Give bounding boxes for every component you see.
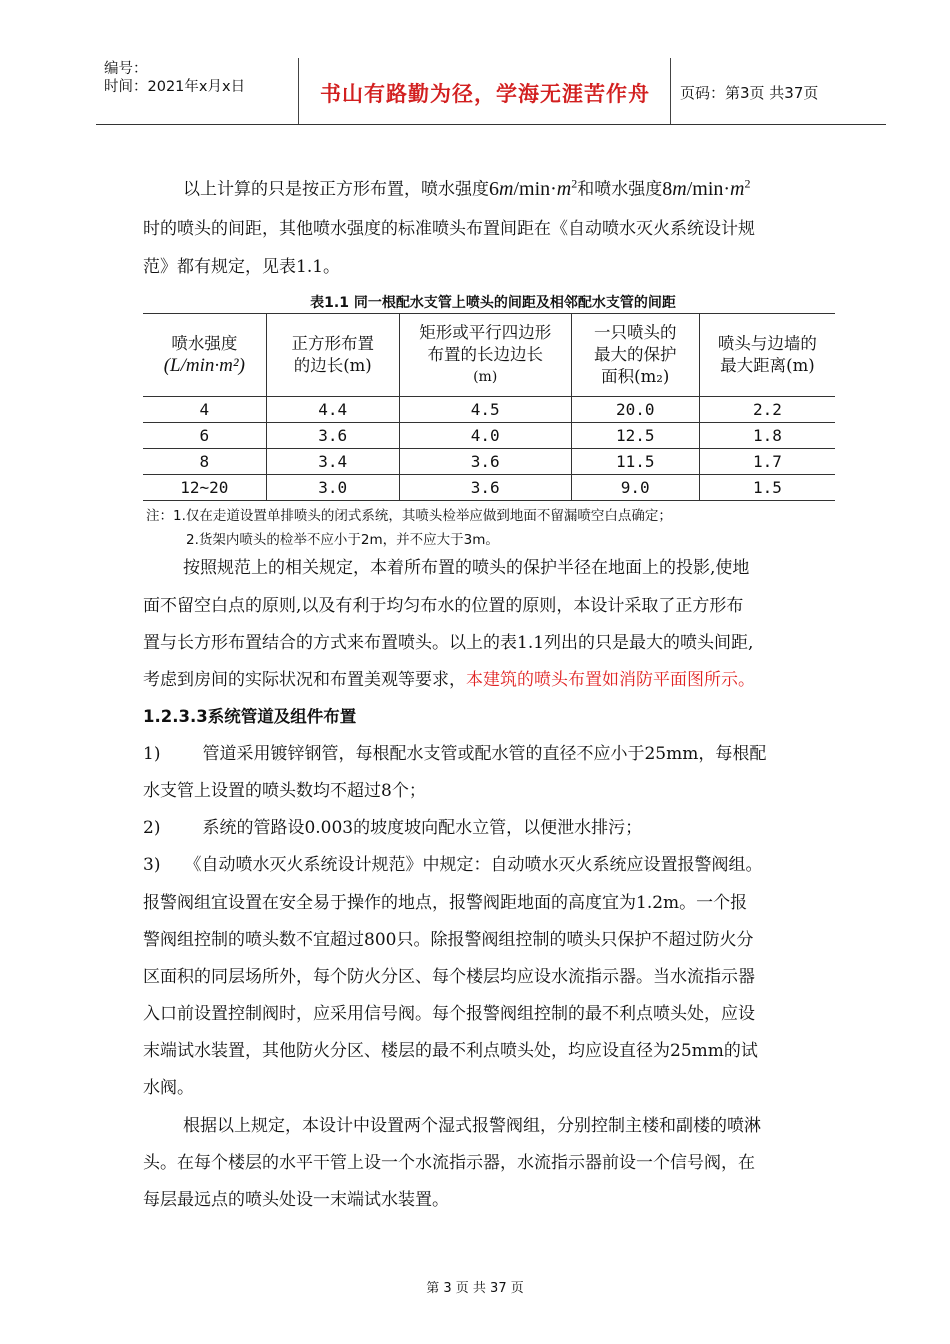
para3-line-2: 头。在每个楼层的水平干管上设一个水流指示器，水流指示器前设一个信号阀，在 xyxy=(143,1153,755,1173)
header-rect-long-side xyxy=(399,314,571,397)
item-3-line-3: 警阀组控制的喷头数不宜超过800只。除报警阀组控制的喷头只保护不超过防火分 xyxy=(143,930,754,950)
table-note-1: 注：1.仅在走道设置单排喷头的闭式系统，其喷头检举应做到地面不留漏喷空白点确定； xyxy=(146,508,672,524)
table-cell: 4 xyxy=(143,397,266,423)
header-motto: 书山有路勤为径，学海无涯苦作舟 xyxy=(320,82,650,106)
item-2-line-1 xyxy=(143,818,843,838)
para2-line-1: 按照规范上的相关规定，本着所布置的喷头的保护半径在地面上的投影,使地 xyxy=(183,558,750,578)
header-text: 最大的保护 xyxy=(593,345,677,364)
header-wall-distance xyxy=(699,314,835,397)
table-cell: 3.6 xyxy=(266,423,399,449)
page-footer: 第 3 页 共 37 页 xyxy=(426,1281,524,1296)
table-cell: 1.5 xyxy=(699,475,835,501)
intro-line-2: 时的喷头的间距，其他喷水强度的标准喷头布置间距在《自动喷水灭火系统设计规 xyxy=(143,219,755,239)
item-1-line-2: 水支管上设置的喷头数均不超过8个； xyxy=(143,781,426,801)
header-text: 正方形布置 xyxy=(291,334,374,353)
item-number: 1) xyxy=(143,744,161,764)
table-note-2: 2.货架内喷头的检举不应小于2m，并不应大于3m。 xyxy=(186,532,499,548)
table-cell: 9.0 xyxy=(571,475,699,501)
header-divider xyxy=(298,58,299,124)
para2-text: 考虑到房间的实际状况和布置美观等要求， xyxy=(143,670,466,690)
para2-line-4 xyxy=(143,670,843,690)
item-1-line-1 xyxy=(143,744,843,764)
header-max-area xyxy=(571,314,699,397)
table-row xyxy=(143,449,835,475)
header-text: 最大距离(m) xyxy=(720,356,815,375)
para2-line-3: 置与长方形布置结合的方式来布置喷头。以上的表1.1列出的只是最大的喷头间距, xyxy=(143,633,754,653)
table-row xyxy=(143,475,835,501)
table-cell: 6 xyxy=(143,423,266,449)
header-intensity xyxy=(143,314,266,397)
page-header xyxy=(96,58,886,125)
intro-text: 以上计算的只是按正方形布置，喷水强度 xyxy=(183,179,489,200)
table-cell: 1.8 xyxy=(699,423,835,449)
table-cell: 3.6 xyxy=(399,449,571,475)
table-caption: 表1.1 同一根配水支管上喷头的间距及相邻配水支管的间距 xyxy=(310,295,676,311)
table-cell: 3.6 xyxy=(399,475,571,501)
item-3-line-5: 入口前设置控制阀时，应采用信号阀。每个报警阀组控制的最不利点喷头处，应设 xyxy=(143,1004,755,1024)
header-square-side xyxy=(266,314,399,397)
para3-line-1: 根据以上规定，本设计中设置两个湿式报警阀组，分别控制主楼和副楼的喷淋 xyxy=(183,1116,761,1136)
header-text: 一只喷头的 xyxy=(593,323,677,342)
table-cell: 4.5 xyxy=(399,397,571,423)
header-divider xyxy=(670,58,671,124)
table-cell: 8 xyxy=(143,449,266,475)
table-cell: 3.0 xyxy=(266,475,399,501)
header-text: 喷水强度 xyxy=(171,334,238,353)
header-page-info: 页码：第3页 共37页 xyxy=(680,84,819,102)
item-text: 《自动喷水灭火系统设计规范》中规定：自动喷水灭火系统应设置报警阀组。 xyxy=(184,855,763,875)
header-text: 的边长(m) xyxy=(293,356,372,375)
table-row xyxy=(143,397,835,423)
para2-line-2: 面不留空白点的原则,以及有利于均匀布水的位置的原则，本设计采取了正方形布 xyxy=(143,596,744,616)
formula-value: 8 xyxy=(662,177,673,200)
intro-line-1 xyxy=(183,170,883,203)
formula-intensity-6: $6m/\min\cdot m^2$ xyxy=(489,176,578,200)
header-meta xyxy=(104,60,245,96)
intro-line-3: 范》都有规定，见表1.1。 xyxy=(143,257,341,277)
para2-red-text: 本建筑的喷头布置如消防平面图所示。 xyxy=(466,670,755,690)
header-text: 布置的长边边长 xyxy=(427,345,543,364)
header-text: (L/min·m²) xyxy=(163,355,245,376)
header-text: (m) xyxy=(473,369,498,385)
item-3-line-7: 水阀。 xyxy=(143,1078,194,1098)
item-number: 2) xyxy=(143,818,161,838)
table-header-row xyxy=(143,314,835,397)
table-cell: 1.7 xyxy=(699,449,835,475)
header-text: 喷头与边墙的 xyxy=(717,334,817,353)
table-cell: 12~20 xyxy=(143,475,266,501)
item-3-line-6: 末端试水装置，其他防火分区、楼层的最不利点喷头处，均应设直径为25mm的试 xyxy=(143,1041,758,1061)
item-3-line-1 xyxy=(143,855,843,875)
item-number: 3) xyxy=(143,855,161,875)
table-cell: 4.0 xyxy=(399,423,571,449)
table-row xyxy=(143,423,835,449)
table-cell: 20.0 xyxy=(571,397,699,423)
formula-value: 6 xyxy=(489,177,499,200)
number-label: 编号： xyxy=(104,61,148,77)
table-cell: 4.4 xyxy=(266,397,399,423)
table-cell: 2.2 xyxy=(699,397,835,423)
time-label: 时间：2021年x月x日 xyxy=(104,79,246,95)
formula-intensity-8: $8m/\min\cdot m^2$ xyxy=(662,176,751,200)
table-cell: 11.5 xyxy=(571,449,699,475)
intro-text: 和喷水强度 xyxy=(577,179,663,200)
item-text: 系统的管路设0.003的坡度坡向配水立管，以便泄水排污； xyxy=(202,818,643,838)
spacing-table xyxy=(143,313,835,501)
item-text: 管道采用镀锌钢管，每根配水支管或配水管的直径不应小于25mm，每根配 xyxy=(202,744,767,764)
header-text: 矩形或平行四边形 xyxy=(419,323,552,342)
item-3-line-4: 区面积的同层场所外，每个防火分区、每个楼层均应设水流指示器。当水流指示器 xyxy=(143,967,755,987)
para3-line-3: 每层最远点的喷头处设一末端试水装置。 xyxy=(143,1190,449,1210)
table-cell: 12.5 xyxy=(571,423,699,449)
header-text: 面积(m₂) xyxy=(601,367,670,386)
section-title: 1.2.3.3系统管道及组件布置 xyxy=(143,707,357,726)
item-3-line-2: 报警阀组宜设置在安全易于操作的地点，报警阀距地面的高度宜为1.2m。一个报 xyxy=(143,893,748,913)
table-cell: 3.4 xyxy=(266,449,399,475)
